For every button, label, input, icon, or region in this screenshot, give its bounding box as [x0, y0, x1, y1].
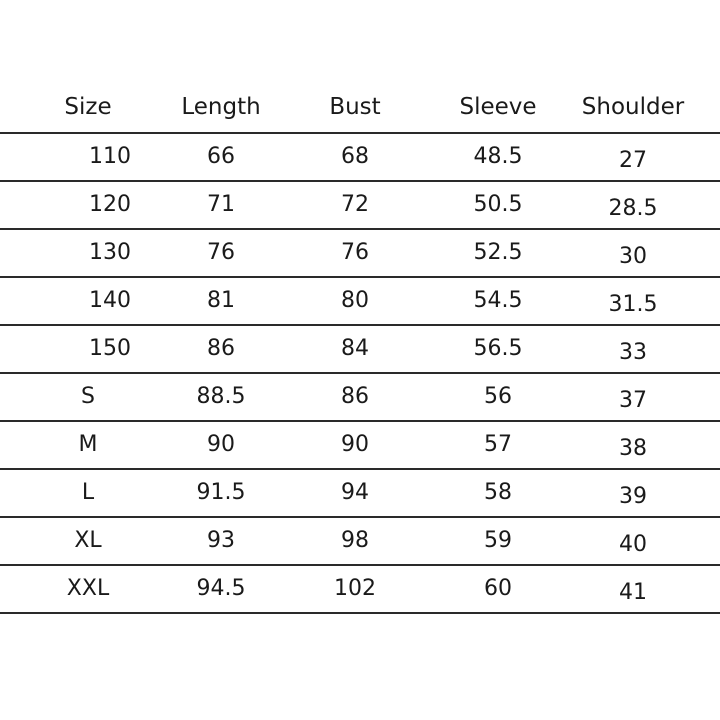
cell-sleeve: 59 [484, 528, 512, 553]
table-row [0, 278, 720, 326]
cell-bust: 76 [341, 240, 369, 265]
cell-bust: 94 [341, 480, 369, 505]
cell-length: 94.5 [196, 576, 246, 601]
cell-bust: 84 [341, 336, 369, 361]
cell-bust: 98 [341, 528, 369, 553]
cell-sleeve: 52.5 [473, 240, 523, 265]
table-row [0, 374, 720, 422]
cell-size: 150 [89, 336, 131, 361]
header-shoulder: Shoulder [581, 94, 685, 120]
cell-length: 93 [207, 528, 235, 553]
table-row [0, 470, 720, 518]
cell-size: L [81, 480, 95, 505]
cell-shoulder: 33 [619, 340, 647, 365]
cell-sleeve: 56 [484, 384, 512, 409]
cell-bust: 90 [341, 432, 369, 457]
cell-shoulder: 31.5 [608, 292, 658, 317]
table-header-row [0, 86, 720, 134]
table-row [0, 518, 720, 566]
cell-shoulder: 41 [619, 580, 647, 605]
cell-size: M [78, 432, 98, 457]
cell-bust: 72 [341, 192, 369, 217]
cell-shoulder: 37 [619, 388, 647, 413]
table-row [0, 566, 720, 614]
cell-bust: 86 [341, 384, 369, 409]
cell-shoulder: 39 [619, 484, 647, 509]
table-row [0, 326, 720, 374]
cell-sleeve: 58 [484, 480, 512, 505]
cell-length: 90 [207, 432, 235, 457]
cell-sleeve: 50.5 [473, 192, 523, 217]
table-row [0, 182, 720, 230]
cell-length: 91.5 [196, 480, 246, 505]
cell-bust: 102 [334, 576, 376, 601]
cell-sleeve: 48.5 [473, 144, 523, 169]
cell-size: 130 [89, 240, 131, 265]
cell-shoulder: 27 [619, 148, 647, 173]
table-row [0, 230, 720, 278]
cell-length: 71 [207, 192, 235, 217]
table-row [0, 422, 720, 470]
cell-bust: 68 [341, 144, 369, 169]
cell-sleeve: 57 [484, 432, 512, 457]
cell-length: 76 [207, 240, 235, 265]
header-sleeve: Sleeve [459, 94, 537, 120]
cell-shoulder: 40 [619, 532, 647, 557]
cell-shoulder: 28.5 [608, 196, 658, 221]
cell-length: 66 [207, 144, 235, 169]
cell-bust: 80 [341, 288, 369, 313]
cell-length: 88.5 [196, 384, 246, 409]
header-bust: Bust [329, 94, 381, 120]
cell-sleeve: 60 [484, 576, 512, 601]
cell-shoulder: 30 [619, 244, 647, 269]
cell-size: XXL [66, 576, 110, 601]
cell-sleeve: 54.5 [473, 288, 523, 313]
cell-size: XL [74, 528, 102, 553]
cell-shoulder: 38 [619, 436, 647, 461]
cell-size: 120 [89, 192, 131, 217]
table-row [0, 134, 720, 182]
header-size: Size [64, 94, 112, 120]
cell-sleeve: 56.5 [473, 336, 523, 361]
cell-length: 86 [207, 336, 235, 361]
header-length: Length [181, 94, 261, 120]
cell-size: 140 [89, 288, 131, 313]
cell-size: S [81, 384, 95, 409]
cell-size: 110 [89, 144, 131, 169]
cell-length: 81 [207, 288, 235, 313]
size-chart-table [0, 86, 720, 614]
